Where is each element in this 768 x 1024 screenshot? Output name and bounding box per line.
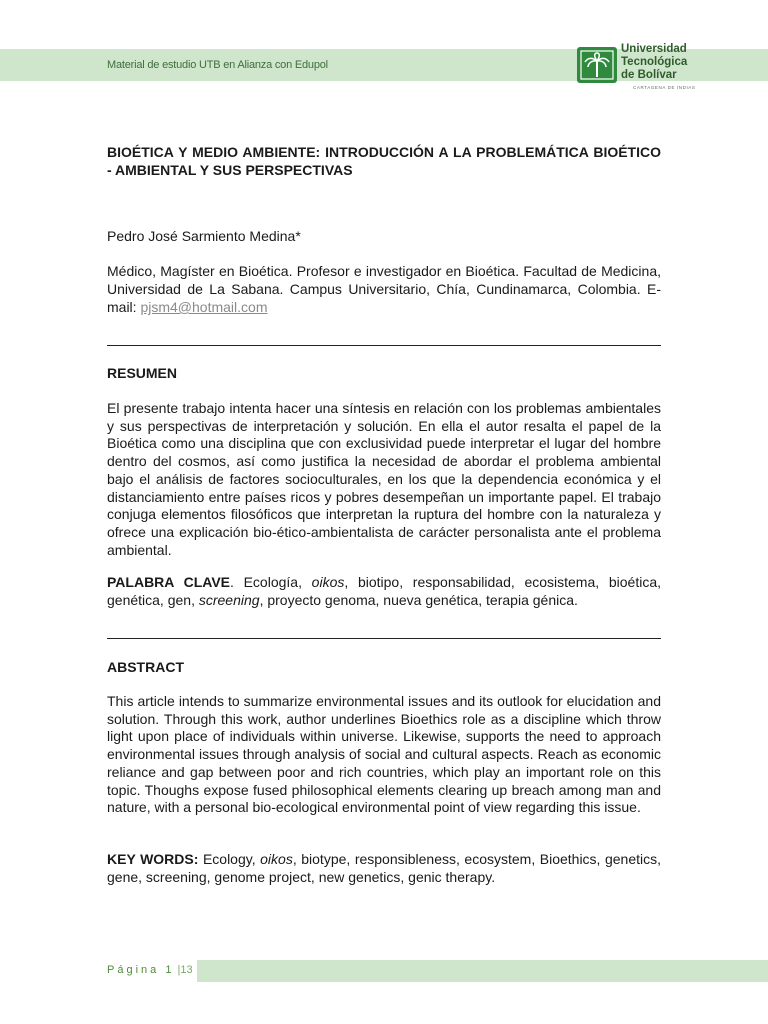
author-name: Pedro José Sarmiento Medina* <box>107 228 301 244</box>
keywords-text-3: , proyecto genoma, nueva genética, terapia génica. <box>259 591 578 608</box>
section-divider <box>107 345 661 346</box>
abstract-body: This article intends to summarize environmental issues and its outlook for elucidation and solution. Through this work, author underlines Bioethics role as a discipline which throw light upon place of individuals within universe. Likewise, supports the need to approach environmental issues through analysis of social and cultural aspects. Reach as economic reliance and gap between poor and rich countries, which play an important role on this topic. Thoughs expose fused philosophical elements clearing up breach among man and nature, with a personal bio-ecological environmental point of view regarding this issue. <box>107 693 661 816</box>
keywords-italic-2: screening <box>198 591 260 608</box>
page-footer <box>107 964 193 976</box>
key-words-italic: oikos <box>260 851 293 867</box>
keywords-italic-1: oikos <box>311 574 345 590</box>
palm-tree-icon <box>577 47 617 83</box>
key-words-label: KEY WORDS: <box>107 851 199 867</box>
key-words-text-1: Ecology, <box>198 851 261 867</box>
page-label: Página <box>107 964 160 976</box>
key-words-text-2: , biotype, responsibleness, ecosystem, Bioethics, genetics, gene, screening, genome project, new genetics, genic therapy. <box>107 851 662 885</box>
keywords-text-2: , biotipo, responsabilidad, ecosistema, bioética, genética, gen, <box>107 574 661 608</box>
page-number: 1 <box>165 964 172 976</box>
section-divider <box>107 638 661 639</box>
abstract-heading: ABSTRACT <box>107 659 184 675</box>
logo-line-3: de Bolívar <box>621 69 677 81</box>
university-logo <box>577 47 617 83</box>
resumen-body: El presente trabajo intenta hacer una síntesis en relación con los problemas ambientales y sus perspectivas de interpretación y solución. En ella el autor resalta el papel de la Bioética como una disciplina que con exclusividad puede interpretar el lugar del hombre dentro del cosmos, así como justifica la necesidad de abordar el problema ambiental bajo el análisis de factores socioculturales, en los que la dependencia económica y el distanciamiento entre países ricos y pobres desempeñan un importante papel. El trabajo conjuga elementos filosóficos que interpretan la ruptura del hombre con la naturaleza y ofrece una explicación bio-ético-ambientalista de carácter personalista ante el problema ambiental. <box>107 400 661 558</box>
logo-tagline: CARTAGENA DE INDIAS <box>633 85 696 90</box>
logo-line-1: Universidad <box>621 43 687 55</box>
resumen-keywords <box>107 574 661 609</box>
footer-band <box>197 960 768 982</box>
email-link[interactable]: pjsm4@hotmail.com <box>140 299 268 315</box>
logo-line-2: Tecnológica <box>621 56 688 68</box>
page-total: |13 <box>177 964 193 976</box>
keywords-label: PALABRA CLAVE <box>107 574 230 590</box>
resumen-heading: RESUMEN <box>107 365 178 381</box>
header-text: Material de estudio UTB en Alianza con Edupol <box>107 59 328 71</box>
author-affiliation <box>107 262 661 316</box>
document-title: BIOÉTICA Y MEDIO AMBIENTE: INTRODUCCIÓN A LA PROBLEMÁTICA BIOÉTICO - AMBIENTAL Y SUS PERSPECTIVAS <box>107 144 661 178</box>
keywords-text-1: . Ecología, <box>230 574 312 590</box>
logo-text <box>621 43 687 82</box>
abstract-keywords <box>107 851 661 886</box>
affiliation-text: Médico, Magíster en Bioética. Profesor e investigador en Bioética. Facultad de Medicina, Universidad de La Sabana. Campus Universitario, Chía, Cundinamarca, Colombia. E-mail: <box>107 263 661 315</box>
